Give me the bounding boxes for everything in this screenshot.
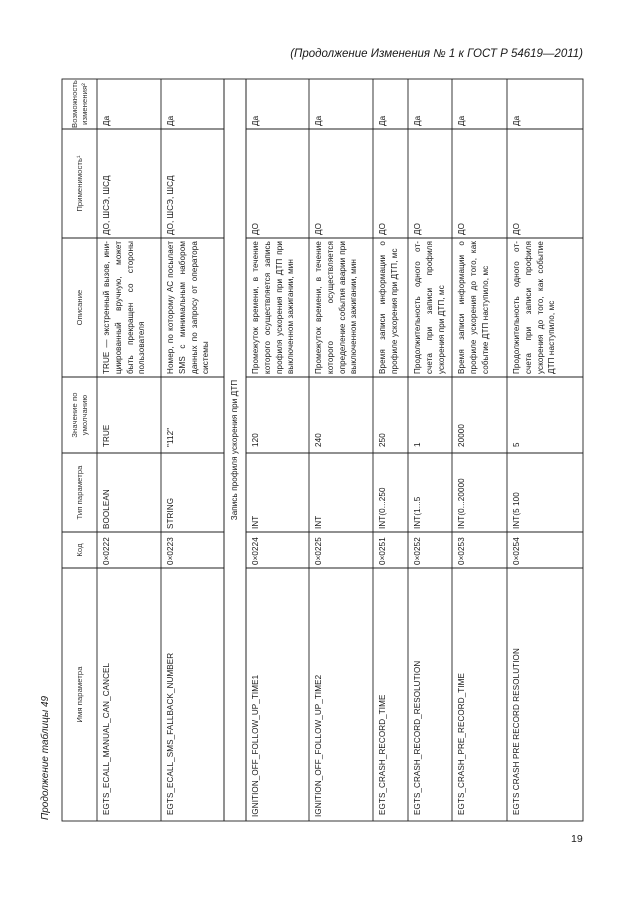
table-row-code: 0×0222 — [102, 537, 111, 565]
table-row-default: 250 — [378, 433, 387, 447]
document-header: (Продолжение Изменения № 1 к ГОСТ Р 54619—2011) — [290, 48, 583, 60]
table-row-applicability: ДО — [457, 223, 466, 235]
table-row-description: Время записи информации о профиле ускорения при ДТП, мс — [378, 241, 399, 374]
column-header-default: Значение по умолчанию — [70, 392, 89, 438]
table-continuation-label: Продолжение таблицы 49 — [40, 695, 51, 820]
column-header-applicability: Применимость¹ — [74, 155, 84, 212]
table-row-changeable: Да — [378, 115, 387, 126]
table-row-changeable: Да — [457, 115, 466, 126]
table-row-type: STRING — [166, 497, 175, 529]
table-row-code: 0×0225 — [314, 537, 323, 565]
column-header-changeable: Возможность изменения² — [70, 80, 89, 128]
table-row-type: BOOLEAN — [102, 489, 111, 529]
column-header-type: Тип параметра — [74, 465, 84, 520]
table-row-name: EGTS CRASH PRE RECORD RESOLUTION — [512, 648, 521, 815]
table-row-description: Продолжительность одного отсчета при записи профиля ускорения до того, как событие ДТП наступило, мс — [512, 241, 557, 374]
table-row-name: EGTS_CRASH_RECORD_TIME — [378, 694, 387, 815]
table-row-type: INT — [314, 515, 323, 529]
table-row-applicability: ДО — [413, 223, 422, 235]
table-row-changeable: Да — [314, 115, 323, 126]
table-row-description: Продолжительность одного отсчета при записи профиля ускорения при ДТП, мс — [413, 241, 446, 374]
table-row-default: TRUE — [102, 424, 111, 447]
table-row-description: Промежуток времени, в течение которого осуществляется определение события аварии при выключенном зажигании, мин — [314, 241, 359, 374]
section-title: Запись профиля ускорения при ДТП — [230, 379, 239, 521]
table-row-applicability: ДО — [512, 223, 521, 235]
table-row-code: 0×0253 — [457, 537, 466, 565]
table-row-name: EGTS_ECALL_SMS_FALLBACK_NUMBER — [166, 652, 175, 815]
table-row-type: INT(0...250 — [378, 487, 387, 529]
table-row-name: EGTS_CRASH_PRE_RECORD_TIME — [457, 672, 466, 815]
table-row-name: IGNITION_OFF_FOLLOW_UP_TIME2 — [314, 674, 323, 817]
column-header-description: Описание — [74, 289, 84, 326]
table-row-name: EGTS_ECALL_MANUAL_CAN_CANCEL — [102, 662, 111, 815]
table-row-description: Время записи информации о профиле ускорения до того, как событие ДТП наступило, мс — [457, 241, 490, 374]
table-row-description: Промежуток времени, в течение которого осуществляется запись профиля ускорения при ДТП при выключенном зажигании, мин — [251, 241, 296, 374]
table-row-default: 1 — [413, 442, 422, 447]
table-row-changeable: Да — [512, 115, 521, 126]
table-row-description: TRUE — экстренный вызов, инициированный вручную, может быть прекращен со стороны пользователя — [102, 241, 147, 374]
table-row-default: 5 — [512, 442, 521, 447]
table-row-type: INT — [251, 515, 260, 529]
column-header-name: Имя параметра — [74, 666, 84, 723]
table-row-code: 0×0251 — [378, 537, 387, 565]
table-row-changeable: Да — [251, 115, 260, 126]
table-row-applicability: ДО, ШСЭ, ШСД — [102, 175, 111, 235]
table-row-default: 240 — [314, 433, 323, 447]
table-row-code: 0×0254 — [512, 537, 521, 565]
table-row-applicability: ДО — [251, 223, 260, 235]
table-row-changeable: Да — [413, 115, 422, 126]
table-row-code: 0×0223 — [166, 537, 175, 565]
table-row-applicability: ДО — [378, 223, 387, 235]
column-header-code: Код — [74, 543, 84, 557]
table-row-type: INT(0...20000 — [457, 478, 466, 529]
table-row-applicability: ДО, ШСЭ, ШСД — [166, 175, 175, 235]
table-row-name: EGTS_CRASH_RECORD_RESOLUTION — [413, 660, 422, 815]
table-row-code: 0×0224 — [251, 537, 260, 565]
table-row-default: 20000 — [457, 423, 466, 447]
table-row-name: IGNITION_OFF_FOLLOW_UP_TIME1 — [251, 674, 260, 817]
table-row-applicability: ДО — [314, 223, 323, 235]
table-row-type: INT(5 100 — [512, 492, 521, 529]
table-row-changeable: Да — [166, 115, 175, 126]
table-row-description: Номер, по которому АС посылает SMS с минимальным набором данных по запросу от оператора системы — [166, 241, 211, 374]
page-number: 19 — [571, 833, 583, 845]
table-row-default: 120 — [251, 433, 260, 447]
table-row-type: INT(1...5 — [413, 496, 422, 529]
table-row-default: "112" — [166, 427, 175, 447]
table-row-code: 0×0252 — [413, 537, 422, 565]
table-row-changeable: Да — [102, 115, 111, 126]
